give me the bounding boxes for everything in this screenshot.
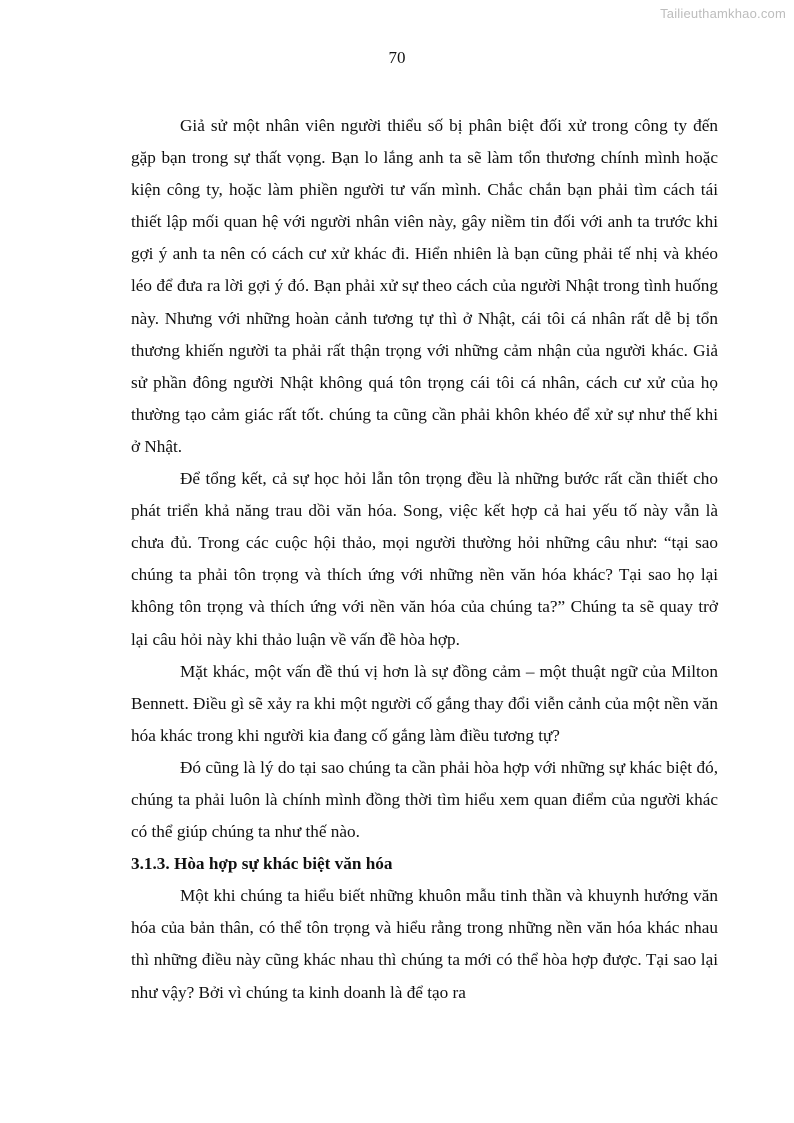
page-number: 70 [388, 48, 406, 67]
paragraph: Một khi chúng ta hiểu biết những khuôn mẫu tinh thần và khuynh hướng văn hóa của bản thân, có thể tôn trọng và hiểu rằng trong những nền văn hóa khác nhau thì những điều này cũng khác nhau thì chúng ta mới có thể hòa hợp được. Tại sao lại như vậy? Bởi vì chúng ta kinh doanh là để tạo ra [131, 886, 718, 1002]
paragraph: Đó cũng là lý do tại sao chúng ta cần phải hòa hợp với những sự khác biệt đó, chúng ta phải luôn là chính mình đồng thời tìm hiểu xem quan điểm của người khác có thể giúp chúng ta như thế nào. [131, 757, 718, 842]
section-heading: 3.1.3. Hòa hợp sự khác biệt văn hóa [131, 854, 393, 874]
paragraph: Giả sử một nhân viên người thiểu số bị phân biệt đối xử trong công ty đến gặp bạn trong sự thất vọng. Bạn lo lắng anh ta sẽ làm tổn thương chính mình hoặc kiện công ty, hoặc làm phiền người tư vấn mình. Chắc chắn bạn phải tìm cách tái thiết lập mối quan hệ với người nhân viên này, gây niềm tin đối với anh ta trước khi gợi ý anh ta nên có cách cư xử khác đi. Hiển nhiên là bạn cũng phải tế nhị và khéo léo để đưa ra lời gợi ý đó. Bạn phải xử sự theo cách của người Nhật trong tình huống này. Nhưng với những hoàn cảnh tương tự thì ở Nhật, cái tôi cá nhân rất dễ bị tổn thương khiến người ta phải rất thận trọng với những cảm nhận của người khác. Giả sử phần đông người Nhật không quá tôn trọng cái tôi cá nhân, cách cư xử của họ thường tạo cảm giác rất tốt. chúng ta cũng cần phải khôn khéo để xử sự như thế khi ở Nhật. [131, 116, 718, 456]
paragraph: Để tổng kết, cả sự học hỏi lẫn tôn trọng đều là những bước rất cần thiết cho phát triển khả năng trau dồi văn hóa. Song, việc kết hợp cả hai yếu tố này vẫn là chưa đủ. Trong các cuộc hội thảo, mọi người thường hỏi những câu như: “tại sao chúng ta phải tôn trọng và thích ứng với những nền văn hóa khác? Tại sao họ lại không tôn trọng và thích ứng với nền văn hóa của chúng ta?” Chúng ta sẽ quay trở lại câu hỏi này khi thảo luận về vấn đề hòa hợp. [131, 469, 718, 649]
page-content [131, 110, 718, 1009]
watermark: Tailieuthamkhao.com [660, 6, 786, 21]
paragraph: Mặt khác, một vấn đề thú vị hơn là sự đồng cảm – một thuật ngữ của Milton Bennett. Điều gì sẽ xảy ra khi một người cố gắng thay đổi viễn cảnh của một nền văn hóa khác trong khi người kia đang cố gắng làm điều tương tự? [131, 661, 718, 745]
